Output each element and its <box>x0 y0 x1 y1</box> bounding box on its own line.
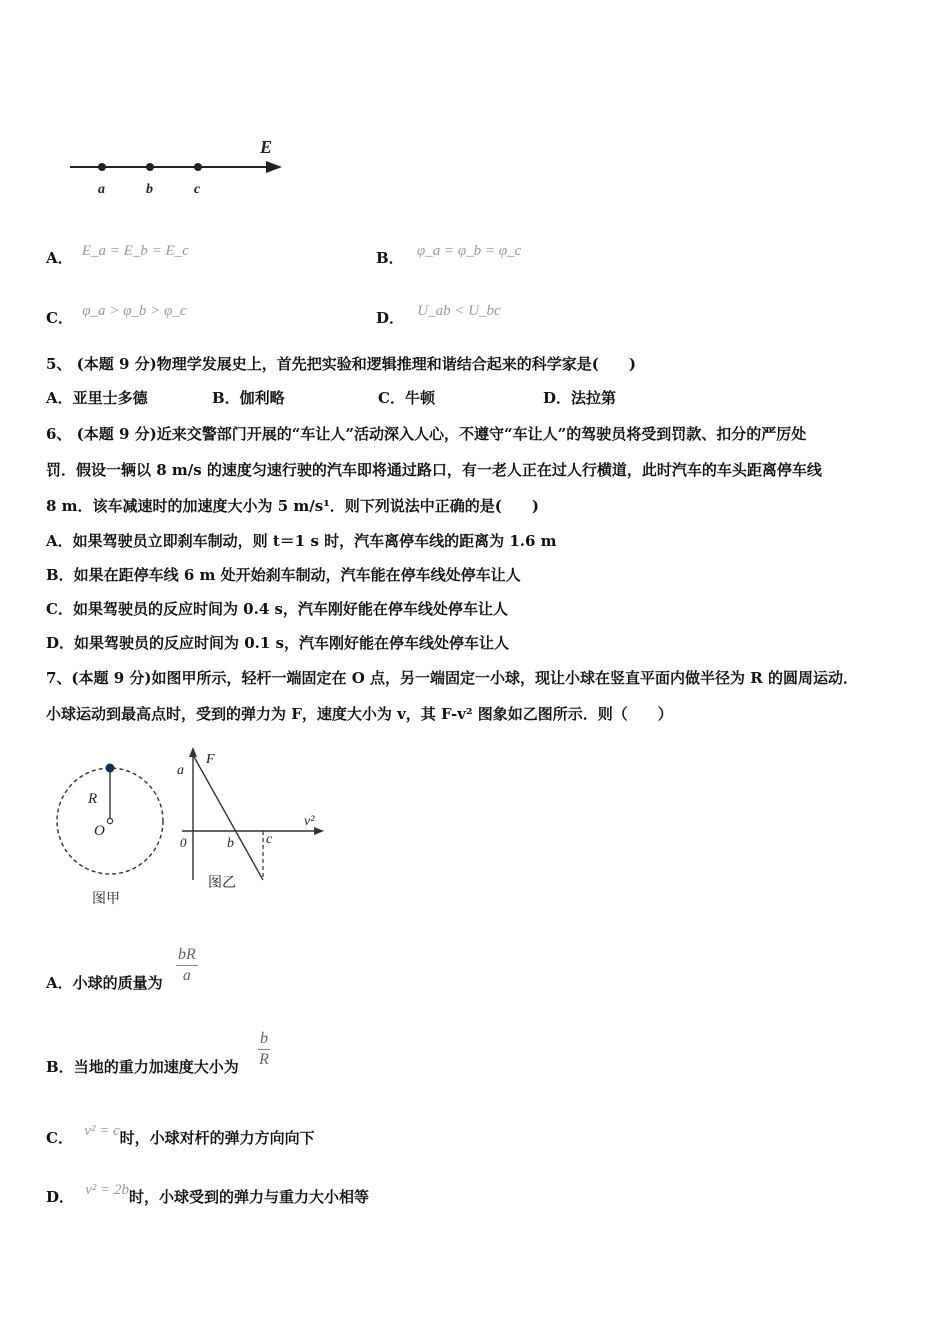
figure-a-caption: 图甲 <box>92 891 120 907</box>
q7-option-c-math: v² = c <box>84 1123 120 1139</box>
intercept-label-a: a <box>177 763 184 778</box>
q7-option-b[interactable]: B．当地的重力加速度大小为 <box>46 1058 239 1076</box>
q5-option-c[interactable]: C．牛顿 <box>378 389 435 407</box>
center-label: O <box>94 823 105 839</box>
q5-option-d[interactable]: D．法拉第 <box>543 389 617 407</box>
origin-label: 0 <box>180 835 187 850</box>
q4-option-c[interactable]: C． φ_a > φ_b > φ_c <box>46 303 187 327</box>
radius-label: R <box>88 791 98 807</box>
q6-option-b[interactable]: B．如果在距停车线 6 m 处开始刹车制动，汽车能在停车线处停车让人 <box>46 566 521 584</box>
q4-option-b-math: φ_a = φ_b = φ_c <box>416 243 522 259</box>
electric-field-figure <box>60 130 300 220</box>
point-label-b: b <box>146 182 153 197</box>
point-c <box>194 163 202 171</box>
q5-stem: 5、 (本题 9 分)物理学发展史上，首先把实验和逻辑推理和谐结合起来的科学家是( ) <box>46 355 636 373</box>
q4-option-c-math: φ_a > φ_b > φ_c <box>82 303 187 319</box>
q7-option-d-math: v² = 2b <box>85 1182 130 1198</box>
point-label-c: c <box>194 182 201 197</box>
q7-stem-line-1: 7、(本题 9 分)如图甲所示，轻杆一端固定在 O 点，另一端固定一小球，现让小球在竖直平面内做半径为 R 的圆周运动． <box>46 669 858 687</box>
q5-option-b[interactable]: B．伽利略 <box>212 389 285 407</box>
q4-option-d-math: U_ab < U_bc <box>417 303 501 319</box>
intercept-label-b: b <box>227 836 234 851</box>
q7-option-b-fraction: $\frac{b}{R}$ <box>259 1030 269 1068</box>
point-b <box>146 163 154 171</box>
q6-option-d[interactable]: D．如果驾驶员的反应时间为 0.1 s，汽车刚好能在停车线处停车让人 <box>46 634 509 652</box>
axis-label-f: F <box>206 752 215 767</box>
q6-stem-line-3: 8 m．该车减速时的加速度大小为 5 m/s¹．则下列说法中正确的是( ) <box>46 497 539 515</box>
q7-option-c[interactable]: C． v² = c时，小球对杆的弹力方向向下 <box>46 1123 315 1147</box>
figure-b-graph <box>170 745 330 895</box>
q7-stem-line-2: 小球运动到最高点时，受到的弹力为 F，速度大小为 v，其 F-v² 图象如乙图所示．则（ ） <box>46 705 673 723</box>
q6-stem-line-1: 6、 (本题 9 分)近来交警部门开展的“车让人”活动深入人心，不遵守“车让人”的驾驶员将受到罚款、扣分的严厉处 <box>46 425 807 443</box>
q4-option-a-math: E_a = E_b = E_c <box>81 243 189 259</box>
q7-option-d[interactable]: D． v² = 2b时，小球受到的弹力与重力大小相等 <box>46 1182 370 1206</box>
ball <box>106 764 115 773</box>
field-label-e: E <box>260 137 273 157</box>
pivot-o <box>107 818 112 823</box>
q6-stem-line-2: 罚．假设一辆以 8 m/s 的速度匀速行驶的汽车即将通过路口，有一老人正在过人行横道，此时汽车的车头距离停车线 <box>46 461 822 479</box>
q7-option-a[interactable]: A．小球的质量为 <box>46 974 163 992</box>
figure-b-caption: 图乙 <box>208 875 236 891</box>
point-label-a: a <box>98 182 105 197</box>
q6-option-c[interactable]: C．如果驾驶员的反应时间为 0.4 s，汽车刚好能在停车线处停车让人 <box>46 600 508 618</box>
q4-option-b[interactable]: B． φ_a = φ_b = φ_c <box>376 243 522 267</box>
q7-option-a-fraction: $\frac{bR}{a}$ <box>178 946 196 984</box>
q4-option-a[interactable]: A． E_a = E_b = E_c <box>46 243 189 267</box>
axis-label-v2: v² <box>304 814 315 829</box>
figure-a-circle <box>50 755 180 915</box>
point-label-c: c <box>266 832 273 847</box>
q5-option-a[interactable]: A．亚里士多德 <box>46 389 148 407</box>
q6-option-a[interactable]: A．如果驾驶员立即刹车制动，则 t＝1 s 时，汽车离停车线的距离为 1.6 m <box>46 532 557 550</box>
point-a <box>98 163 106 171</box>
q4-option-d[interactable]: D． U_ab < U_bc <box>376 303 501 327</box>
